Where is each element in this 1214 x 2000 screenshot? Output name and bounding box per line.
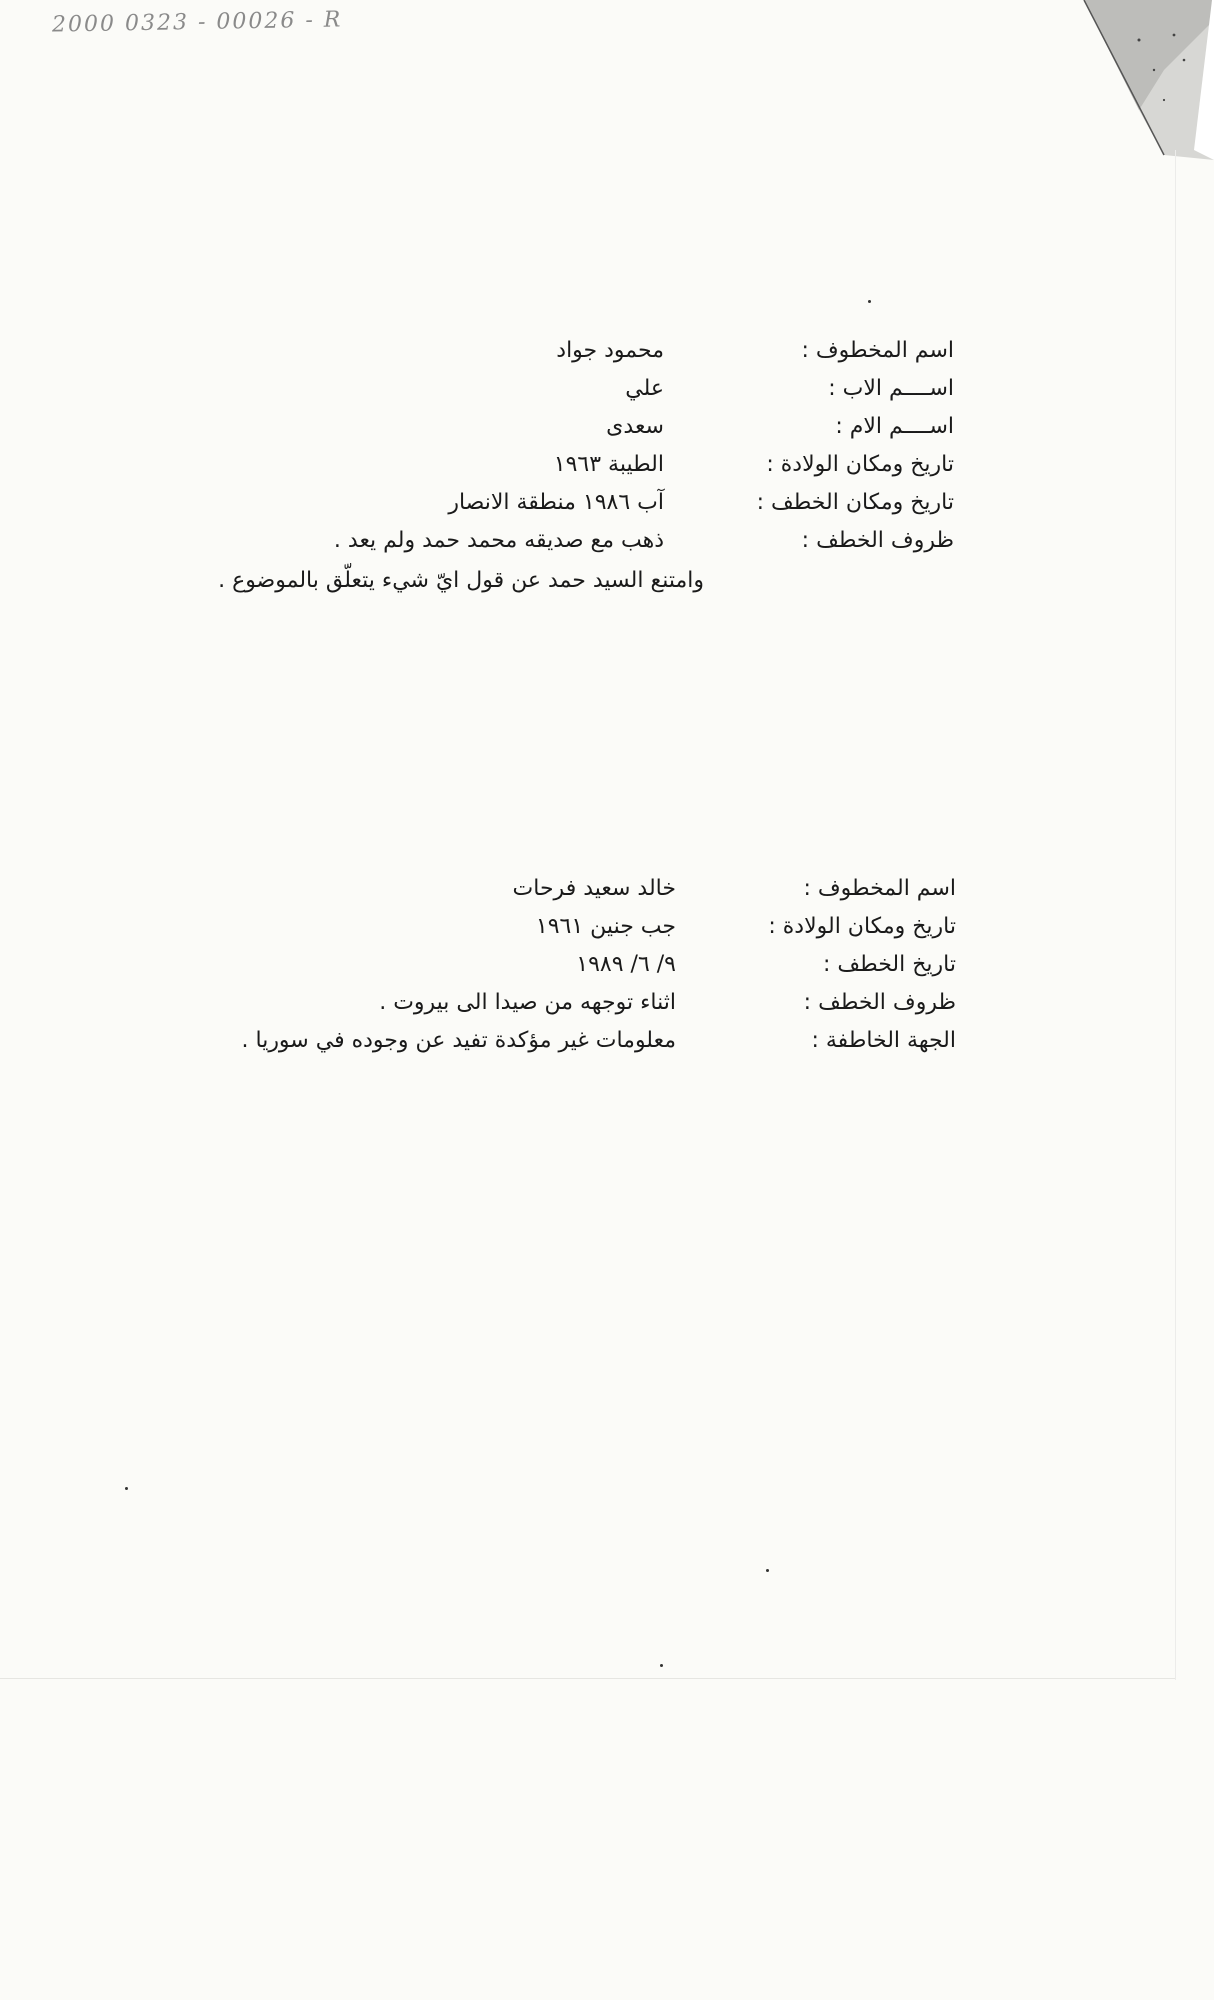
scan-right-edge — [1175, 150, 1176, 1680]
record-1-mother-name-value: سعدى — [606, 414, 664, 439]
record-2-circumstances-row — [156, 986, 956, 1020]
record-1-kidnap-date-place-row — [154, 486, 954, 520]
scan-bottom-edge — [0, 1678, 1175, 1679]
record-2-birth-label: تاريخ ومكان الولادة : — [768, 914, 956, 939]
record-1-father-name-value: علي — [625, 376, 664, 401]
record-1-mother-name-row — [154, 410, 954, 444]
record-2-birth-value: جب جنين ١٩٦١ — [535, 914, 676, 939]
record-2-birth-row — [156, 910, 956, 944]
record-1-father-name-row — [154, 372, 954, 406]
record-1-kidnap-date-place-label: تاريخ ومكان الخطف : — [756, 490, 954, 515]
record-2-kidnapping-party-row — [156, 1024, 956, 1058]
record-2-kidnapping-party-label: الجهة الخاطفة : — [811, 1028, 956, 1053]
record-2 — [156, 872, 956, 1072]
record-1-birth-row — [154, 448, 954, 482]
record-1-mother-name-label: اســــم الام : — [835, 414, 954, 439]
record-2-kidnap-date-row — [156, 948, 956, 982]
record-1-circumstances-continuation: وامتنع السيد حمد عن قول ايّ شيء يتعلّق بالموضوع . — [218, 568, 704, 593]
record-2-kidnapped-name-label: اسم المخطوف : — [803, 876, 956, 901]
record-2-kidnapped-name-row — [156, 872, 956, 906]
scanned-corner-fold — [1044, 0, 1214, 170]
record-1-kidnapped-name-row — [154, 334, 954, 368]
record-2-kidnapped-name-value: خالد سعيد فرحات — [512, 876, 676, 901]
record-2-kidnapping-party-value: معلومات غير مؤكدة تفيد عن وجوده في سوريا . — [241, 1028, 676, 1053]
record-2-kidnap-date-label: تاريخ الخطف : — [822, 952, 956, 977]
record-1-kidnapped-name-label: اسم المخطوف : — [801, 338, 954, 363]
record-2-circumstances-value: اثناء توجهه من صيدا الى بيروت . — [379, 990, 676, 1015]
scan-speck — [125, 1487, 128, 1490]
record-1-father-name-label: اســــم الاب : — [828, 376, 954, 401]
record-1 — [154, 334, 954, 614]
record-1-circumstances-row — [154, 524, 954, 558]
scan-speck — [660, 1664, 663, 1667]
record-1-birth-value: الطيبة ١٩٦٣ — [553, 452, 664, 477]
scan-speck — [766, 1569, 769, 1572]
record-1-birth-label: تاريخ ومكان الولادة : — [766, 452, 954, 477]
record-2-circumstances-label: ظروف الخطف : — [803, 990, 956, 1015]
record-1-kidnapped-name-value: محمود جواد — [556, 338, 664, 363]
record-1-circumstances-value: ذهب مع صديقه محمد حمد ولم يعد . — [333, 528, 664, 553]
scan-speck — [868, 300, 871, 303]
record-2-kidnap-date-value: ٩/ ٦/ ١٩٨٩ — [576, 952, 676, 977]
handwritten-document-id: 2000 0323 - 00026 - R — [51, 7, 343, 38]
record-1-circumstances-label: ظروف الخطف : — [801, 528, 954, 553]
record-1-kidnap-date-place-value: آب ١٩٨٦ منطقة الانصار — [448, 490, 664, 515]
